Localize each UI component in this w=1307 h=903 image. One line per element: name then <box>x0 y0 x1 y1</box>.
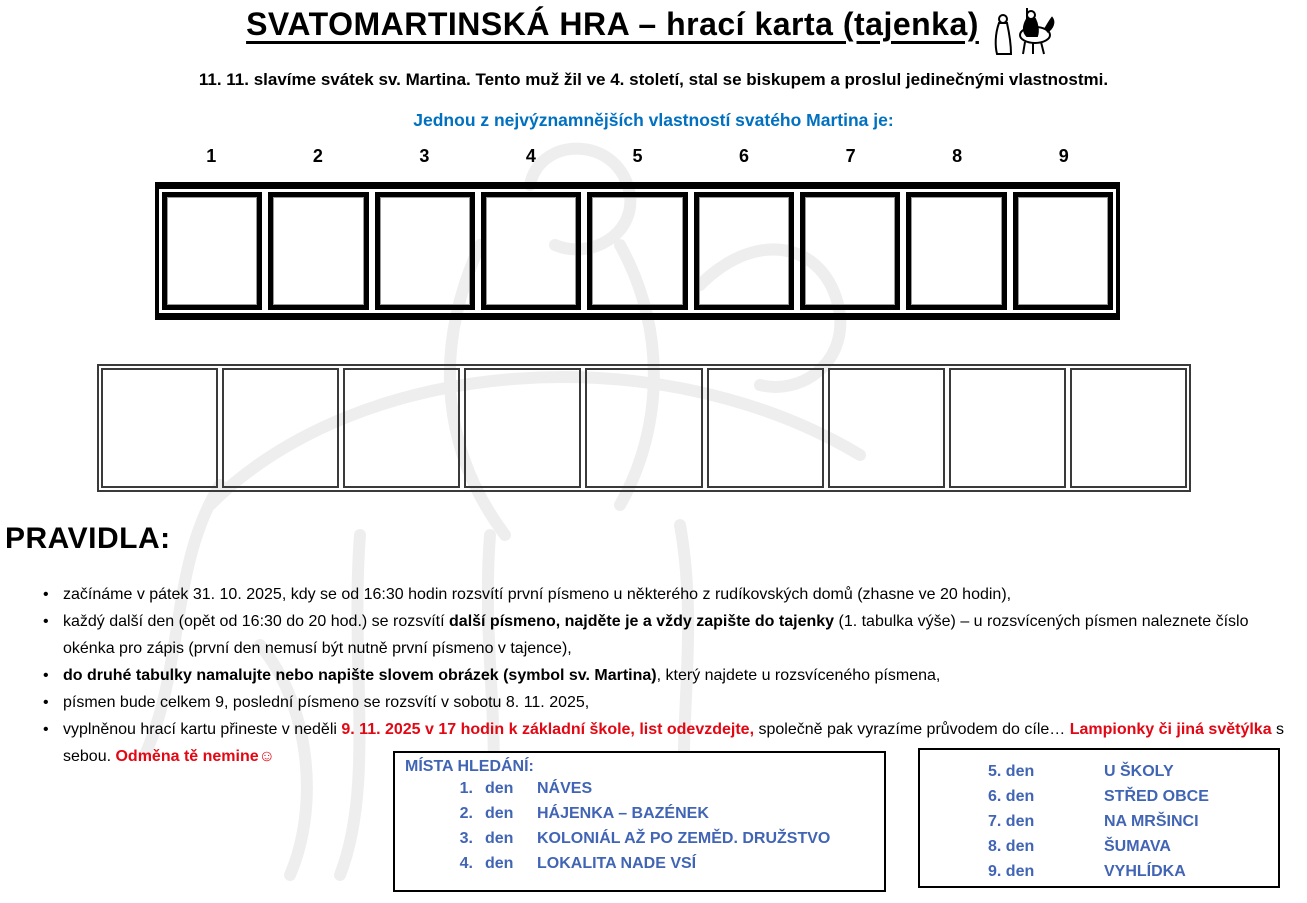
place-name: NÁVES <box>537 780 593 797</box>
places-heading: MÍSTA HLEDÁNÍ: <box>405 758 534 775</box>
symbol-cell-5[interactable] <box>585 368 702 488</box>
day-word: den <box>485 830 514 847</box>
symbol-cell-8[interactable] <box>949 368 1066 488</box>
rule-text: , který najdete u rozsvíceného písmena, <box>656 667 941 684</box>
rule-text: vyplněnou hrací kartu přineste v neděli <box>63 721 342 738</box>
rule-bullet-3 <box>40 662 1290 689</box>
symbol-cell-9[interactable] <box>1070 368 1187 488</box>
place-row-day-2 <box>405 801 884 826</box>
rule-text: společně pak vyrazíme průvodem do cíle… <box>754 721 1070 738</box>
day-word: den <box>485 855 514 872</box>
symbol-table <box>97 364 1191 492</box>
place-row-day-9 <box>930 859 1278 884</box>
place-row-day-8 <box>930 834 1278 859</box>
symbol-cell-4[interactable] <box>464 368 581 488</box>
rule-text: začínáme v pátek 31. 10. 2025, kdy se od 16:30 hodin rozsvítí první písmeno u některého z rudíkovských domů (zhasne ve 20 hodin), <box>63 586 1012 603</box>
letter-cell-4[interactable] <box>481 192 581 310</box>
cell-number-9: 9 <box>1058 146 1069 166</box>
rule-text: písmen bude celkem 9, poslední písmeno se rozsvítí v sobotu 8. 11. 2025, <box>63 694 590 711</box>
cell-number-6: 6 <box>739 146 750 166</box>
letter-cell-2[interactable] <box>268 192 368 310</box>
place-name: ŠUMAVA <box>1104 838 1171 855</box>
rule-bullet-2 <box>40 608 1290 662</box>
symbol-cell-3[interactable] <box>343 368 460 488</box>
rules-heading: PRAVIDLA: <box>5 522 171 555</box>
cell-number-8: 8 <box>952 146 963 166</box>
symbol-cell-7[interactable] <box>828 368 945 488</box>
rule-text-bold: další písmeno, najděte je a vždy zapište do tajenky <box>449 613 839 630</box>
rule-text-red: Lampionky či jiná světýlka <box>1069 721 1272 738</box>
day-label: 6. den <box>988 788 1035 805</box>
answer-table <box>155 182 1120 320</box>
day-number: 2. <box>459 805 473 822</box>
place-name: LOKALITA NADE VSÍ <box>537 855 697 872</box>
day-label: 8. den <box>988 838 1035 855</box>
place-row-day-3 <box>405 826 884 851</box>
place-row-day-7 <box>930 809 1278 834</box>
cell-number-1: 1 <box>206 146 217 166</box>
header <box>0 6 1307 56</box>
places-box-right <box>918 748 1280 888</box>
place-name: KOLONIÁL AŽ PO ZEMĚD. DRUŽSTVO <box>537 830 831 847</box>
letter-cell-7[interactable] <box>800 192 900 310</box>
place-name: VYHLÍDKA <box>1104 863 1186 880</box>
letter-cell-3[interactable] <box>375 192 475 310</box>
symbol-cell-6[interactable] <box>707 368 824 488</box>
cell-number-7: 7 <box>845 146 856 166</box>
question-text: Jednou z nejvýznamnějších vlastností svatého Martina je: <box>413 110 894 130</box>
place-name: HÁJENKA – BAZÉNEK <box>537 805 709 822</box>
rule-bullet-1 <box>40 581 1290 608</box>
day-number: 1. <box>459 780 473 797</box>
rule-text-red: Odměna tě nemine☺ <box>115 748 275 765</box>
letter-cell-9[interactable] <box>1013 192 1113 310</box>
intro-text: 11. 11. slavíme svátek sv. Martina. Tento muž žil ve 4. století, stal se biskupem a proslul jedinečnými vlastnostmi. <box>198 70 1109 89</box>
rule-text: s sebou. <box>63 721 1285 765</box>
letter-cell-1[interactable] <box>162 192 262 310</box>
day-number: 3. <box>459 830 473 847</box>
cell-number-3: 3 <box>419 146 430 166</box>
rule-text: (1. tabulka výše) – u rozsvícených písmen naleznete číslo okénka pro zápis (první den nemusí být nutně první písmeno v tajence), <box>63 613 1249 657</box>
cell-number-4: 4 <box>525 146 536 166</box>
letter-cell-8[interactable] <box>906 192 1006 310</box>
place-row-day-6 <box>930 784 1278 809</box>
day-label: 5. den <box>988 763 1035 780</box>
day-number: 4. <box>459 855 473 872</box>
rule-text-bold: do druhé tabulky namalujte nebo napište slovem obrázek (symbol sv. Martina) <box>63 667 657 684</box>
symbol-cell-2[interactable] <box>222 368 339 488</box>
place-name: STŘED OBCE <box>1104 788 1209 805</box>
rule-bullet-4 <box>40 689 1290 716</box>
letter-cell-6[interactable] <box>694 192 794 310</box>
day-word: den <box>485 805 514 822</box>
rule-text: každý další den (opět od 16:30 do 20 hod.) se rozsvítí <box>63 613 450 630</box>
rules-list <box>40 581 1290 770</box>
cell-number-5: 5 <box>632 146 643 166</box>
page-title: SVATOMARTINSKÁ HRA – hrací karta (tajenka) <box>246 6 979 42</box>
place-row-day-5 <box>930 759 1278 784</box>
cell-number-row <box>158 146 1117 167</box>
place-name: NA MRŠINCI <box>1104 813 1199 830</box>
symbol-cell-1[interactable] <box>101 368 218 488</box>
place-row-day-1 <box>405 776 884 801</box>
place-row-day-4 <box>405 851 884 876</box>
day-label: 9. den <box>988 863 1035 880</box>
st-martin-horse-icon <box>989 6 1061 56</box>
day-word: den <box>485 780 514 797</box>
day-label: 7. den <box>988 813 1035 830</box>
place-name: U ŠKOLY <box>1104 763 1174 780</box>
places-box-left <box>393 751 886 892</box>
cell-number-2: 2 <box>312 146 323 166</box>
rule-text-red: 9. 11. 2025 v 17 hodin k základní škole, list odevzdejte, <box>341 721 755 738</box>
letter-cell-5[interactable] <box>587 192 687 310</box>
